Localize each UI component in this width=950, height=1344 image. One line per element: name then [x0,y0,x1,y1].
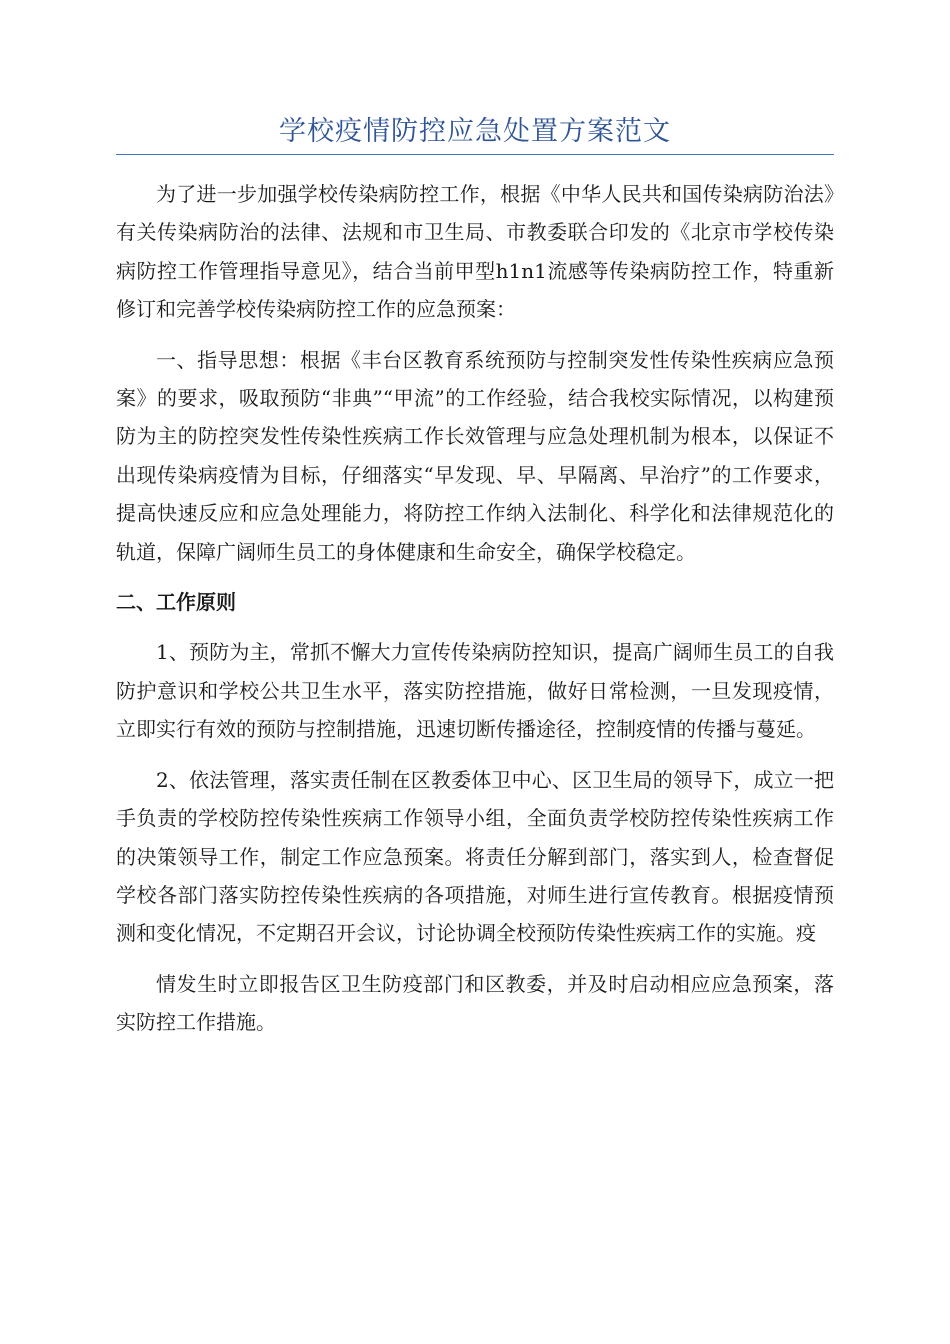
intro-paragraph: 为了进一步加强学校传染病防控工作，根据《中华人民共和国传染病防治法》有关传染病防治的法律、法规和市卫生局、市教委联合印发的《北京市学校传染病防控工作管理指导意见》，结合当前甲型h1n1流感等传染病防控工作，特重新修订和完善学校传染病防控工作的应急预案： [116,182,834,322]
section-heading-principles: 二、工作原则 [116,590,236,615]
guiding-ideology-paragraph: 一、指导思想：根据《丰台区教育系统预防与控制突发性传染性疾病应急预案》的要求，吸取预防“非典”“甲流”的工作经验，结合我校实际情况，以构建预防为主的防控突发性传染性疾病工作长效管理与应急处理机制为根本，以保证不出现传染病疫情为目标，仔细落实“早发现、早、早隔离、早治疗”的工作要求，提高快速反应和应急处理能力，将防控工作纳入法制化、科学化和法律规范化的轨道，保障广阔师生员工的身体健康和生命安全，确保学校稳定。 [116,347,834,564]
document-body [116,175,834,1042]
title-underline [116,154,834,155]
principle-2-continuation: 情发生时立即报告区卫生防疫部门和区教委，并及时启动相应应急预案，落实防控工作措施。 [116,971,834,1035]
principle-1-paragraph: 1、预防为主，常抓不懈大力宣传传染病防控知识，提高广阔师生员工的自我防护意识和学校公共卫生水平，落实防控措施，做好日常检测，一旦发现疫情，立即实行有效的预防与控制措施，迅速切断传播途径，控制疫情的传播与蔓延。 [116,640,834,742]
document-title: 学校疫情防控应急处置方案范文 [279,116,671,147]
principle-2-paragraph: 2、依法管理，落实责任制在区教委体卫中心、区卫生局的领导下，成立一把手负责的学校防控传染性疾病工作领导小组，全面负责学校防控传染性疾病工作的决策领导工作，制定工作应急预案。将责任分解到部门，落实到人，检查督促学校各部门落实防控传染性疾病的各项措施，对师生进行宣传教育。根据疫情预测和变化情况，不定期召开会议，讨论协调全校预防传染性疾病工作的实施。疫 [116,767,834,946]
